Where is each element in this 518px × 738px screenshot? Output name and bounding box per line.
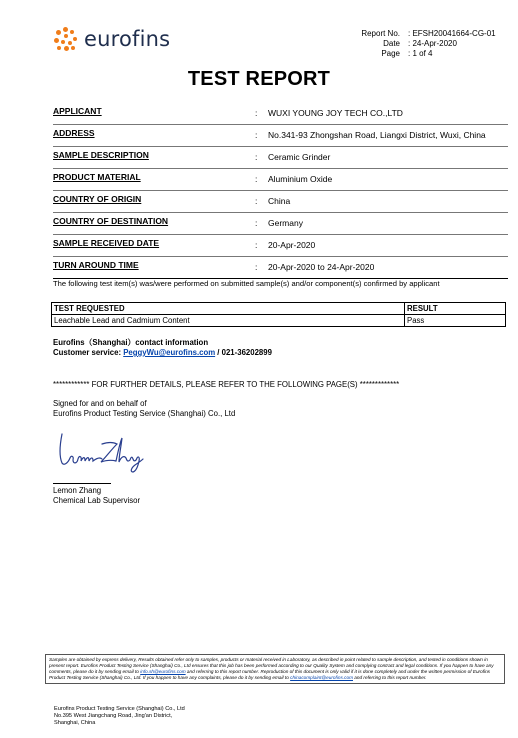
signer-title: Chemical Lab Supervisor	[53, 496, 141, 505]
field-label: COUNTRY OF DESTINATION	[53, 216, 169, 226]
eurofins-dots-icon	[54, 27, 78, 51]
report-meta-values	[408, 29, 496, 59]
customer-service-phone: / 021-36202899	[215, 348, 272, 357]
signed-line-2: Eurofins Product Testing Service (Shanghai) Co., Ltd	[53, 409, 236, 418]
footer-line-2: No.395 West Jiangchang Road, Jing'an District,	[54, 713, 173, 719]
table-row	[52, 315, 506, 327]
report-no-label: Report No.	[361, 29, 400, 38]
field-value: Germany	[268, 218, 303, 228]
field-row-turn-around-time	[53, 258, 508, 280]
signer-name: Lemon Zhang	[53, 486, 102, 495]
field-colon: :	[255, 108, 258, 118]
field-row-address	[53, 126, 508, 148]
disclaimer-text-1: Samples are obtained by express delivery, Results obtained refer only to samples, products or material received in Laboratory, as described in point related to sample description, and tested in conditions shown in present report. Eurofins Product Testing Service (Shanghai) Co., Ltd ensures that this job has been performed according to our Quality System and complying contract and legal conditions. If you happen to have any comments, please do it by sending email to	[49, 657, 494, 674]
field-value: Aluminium Oxide	[268, 174, 333, 184]
field-label: PRODUCT MATERIAL	[53, 172, 141, 182]
field-label: COUNTRY OF ORIGIN	[53, 194, 142, 204]
handwritten-signature	[56, 430, 146, 476]
footer-address	[54, 706, 185, 727]
field-colon: :	[255, 218, 258, 228]
date-label: Date	[383, 39, 400, 48]
field-divider	[53, 256, 508, 257]
disclaimer-text-2: and referring to this report number. Reproduction of this document is only valid if it is done completely and under the written permission of Eurofins Product Testing Service (Shanghai) Co., Ltd. If you happen to have any complaints, please do it by sending email to	[49, 669, 491, 680]
field-colon: :	[255, 152, 258, 162]
contact-heading: Eurofins（Shanghai）contact information	[53, 338, 209, 347]
results-header-row	[52, 303, 506, 315]
field-value: Ceramic Grinder	[268, 152, 331, 162]
report-title: TEST REPORT	[187, 68, 331, 90]
contact-info	[53, 338, 272, 358]
report-fields	[53, 104, 508, 280]
report-no-value: : EFSH20041664-CG-01	[408, 29, 496, 38]
field-row-product-material	[53, 170, 508, 192]
field-divider	[53, 212, 508, 213]
eurofins-logo	[54, 26, 170, 52]
field-colon: :	[255, 262, 258, 272]
field-value: 20-Apr-2020	[268, 240, 316, 250]
footer-line-1: Eurofins Product Testing Service (Shanghai) Co., Ltd	[54, 706, 185, 712]
field-divider	[53, 190, 508, 191]
customer-service-label: Customer service:	[53, 348, 124, 357]
field-row-country-of-destination	[53, 214, 508, 236]
customer-service-line	[53, 348, 272, 358]
field-row-sample-received-date	[53, 236, 508, 258]
disclaimer-text-3: and referring to this report number.	[353, 675, 427, 680]
signer-block	[53, 486, 140, 506]
field-label: TURN AROUND TIME	[53, 260, 139, 270]
field-divider	[53, 234, 508, 235]
signed-on-behalf	[53, 399, 235, 419]
field-label: SAMPLE DESCRIPTION	[53, 150, 149, 160]
field-label: APPLICANT	[53, 106, 102, 116]
field-label: SAMPLE RECEIVED DATE	[53, 238, 160, 248]
eurofins-logo-text: eurofins	[84, 27, 171, 51]
field-divider	[53, 168, 508, 169]
field-row-sample-description	[53, 148, 508, 170]
further-details-note: ************ FOR FURTHER DETAILS, PLEASE REFER TO THE FOLLOWING PAGE(S) *************	[53, 380, 400, 389]
report-meta-labels	[354, 29, 400, 59]
results-table	[51, 302, 506, 327]
result-header: RESULT	[405, 303, 506, 315]
signature-line	[53, 483, 111, 484]
result-cell: Pass	[405, 315, 506, 327]
field-divider	[53, 124, 508, 125]
field-value: 20-Apr-2020 to 24-Apr-2020	[268, 262, 375, 272]
field-colon: :	[255, 196, 258, 206]
test-requested-cell: Leachable Lead and Cadmium Content	[52, 315, 405, 327]
field-row-applicant	[53, 104, 508, 126]
test-note: The following test item(s) was/were performed on submitted sample(s) and/or component(s) confirmed by applicant	[53, 279, 440, 288]
field-value: China	[268, 196, 291, 206]
date-value: : 24-Apr-2020	[408, 39, 457, 48]
field-label: ADDRESS	[53, 128, 95, 138]
footer-line-3: Shanghai, China	[54, 720, 96, 726]
signed-line-1: Signed for and on behalf of	[53, 399, 147, 408]
field-value: No.341-93 Zhongshan Road, Liangxi District, Wuxi, China	[268, 130, 486, 140]
customer-service-email-link[interactable]: PeggyWu@eurofins.com	[123, 348, 216, 357]
page-label: Page	[381, 49, 400, 58]
disclaimer-box	[45, 654, 505, 684]
field-row-country-of-origin	[53, 192, 508, 214]
field-colon: :	[255, 240, 258, 250]
field-divider	[53, 146, 508, 147]
field-colon: :	[255, 130, 258, 140]
field-value: WUXI YOUNG JOY TECH CO.,LTD	[268, 108, 403, 118]
field-colon: :	[255, 174, 258, 184]
disclaimer-info-email-link[interactable]: info.sh@eurofins.com	[140, 669, 186, 674]
page-value: : 1 of 4	[408, 49, 433, 58]
test-requested-header: TEST REQUESTED	[52, 303, 405, 315]
disclaimer-complaint-email-link[interactable]: chinacomplaint@eurofins.com	[290, 675, 353, 680]
